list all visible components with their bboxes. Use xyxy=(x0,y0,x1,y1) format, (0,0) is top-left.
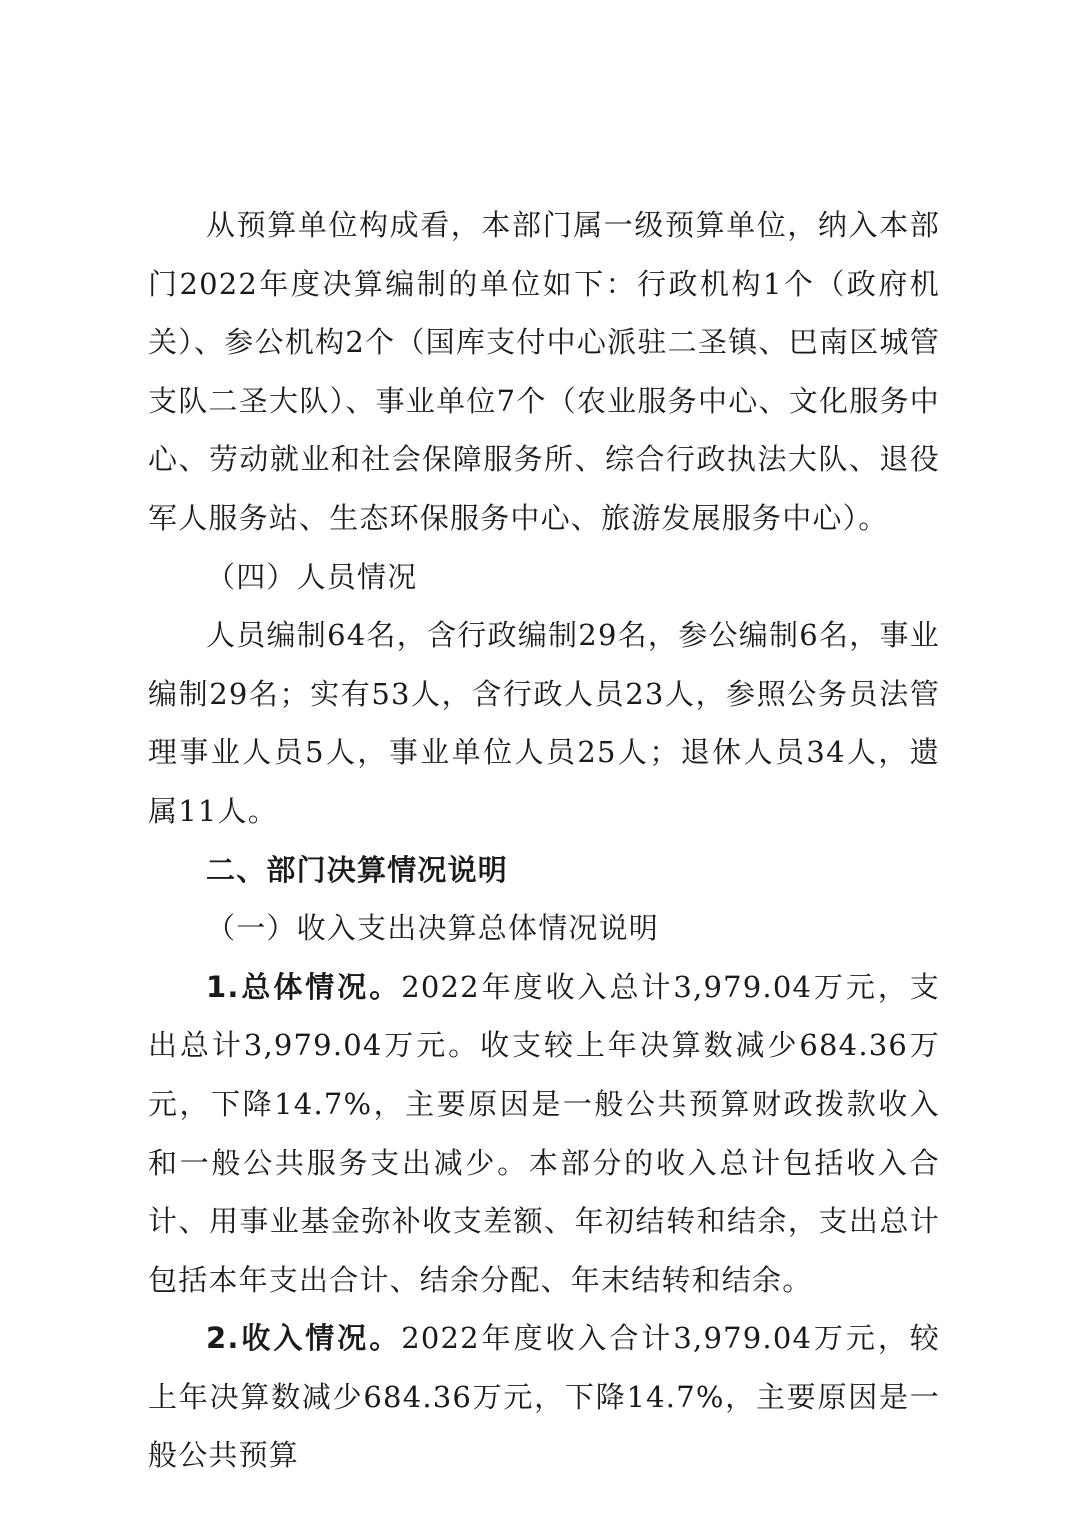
heading-section-two: 二、部门决算情况说明 xyxy=(206,852,509,887)
document-body xyxy=(148,196,940,1485)
paragraph-staff: 人员编制64名，含行政编制29名，参公编制6名，事业编制29名；实有53人，含行政人员23人，参照公务员法管理事业人员5人，事业单位人员25人；退休人员34人，遗属11人。 xyxy=(148,618,940,828)
heading-staff-situation: （四）人员情况 xyxy=(206,559,418,594)
overall-lead: 1.总体情况。 xyxy=(206,969,402,1004)
income-text: 2022年度收入合计3,979.04万元，较上年决算数减少684.36万元，下降14.7%，主要原因是一般公共预算 xyxy=(148,1321,940,1473)
overall-text: 2022年度收入总计3,979.04万元，支出总计3,979.04万元。收支较上年决算数减少684.36万元，下降14.7%，主要原因是一般公共预算财政拨款收入和一般公共服务支出减少。本部分的收入总计包括收入合计、用事业基金弥补收支差额、年初结转和结余，支出总计包括本年支出合计、结余分配、年末结转和结余。 xyxy=(148,969,940,1297)
paragraph-income-situation xyxy=(148,1309,940,1485)
heading-income-expense-overview: （一）收入支出决算总体情况说明 xyxy=(206,911,660,946)
income-lead: 2.收入情况。 xyxy=(206,1321,402,1356)
paragraph-budget-units: 从预算单位构成看，本部门属一级预算单位，纳入本部门2022年度决算编制的单位如下：行政机构1个（政府机关）、参公机构2个（国库支付中心派驻二圣镇、巴南区城管支队二圣大队）、事业单位7个（农业服务中心、文化服务中心、劳动就业和社会保障服务所、综合行政执法大队、退役军人服务站、生态环保服务中心、旅游发展服务中心）。 xyxy=(148,208,940,535)
paragraph-overall-situation xyxy=(148,958,940,1310)
